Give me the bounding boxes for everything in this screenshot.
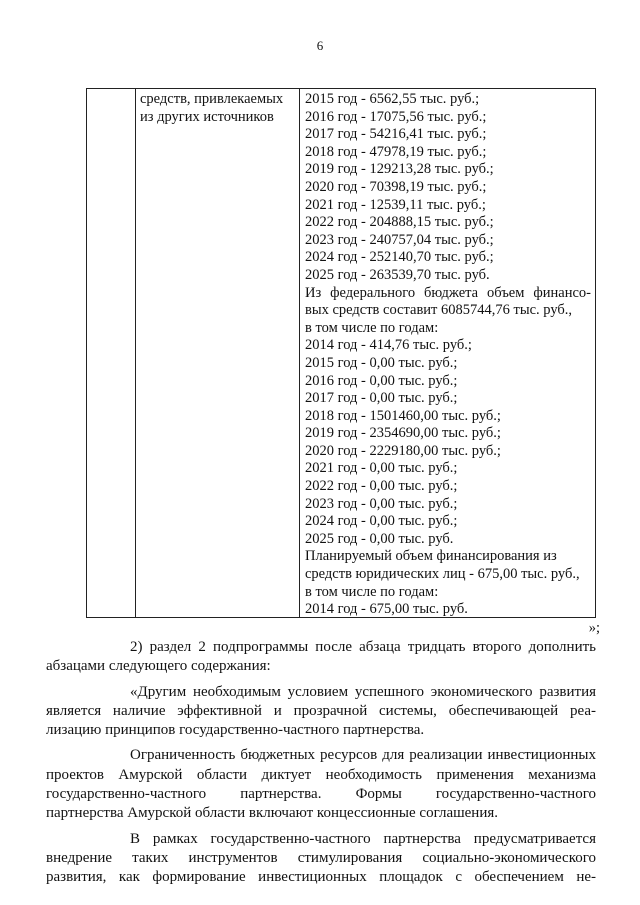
value-line: 2019 год - 2354690,00 тыс. руб.; xyxy=(305,425,501,442)
value-line: 2018 год - 47978,19 тыс. руб.; xyxy=(305,143,487,160)
value-line: 2017 год - 54216,41 тыс. руб.; xyxy=(305,126,487,143)
value-line: 2023 год - 0,00 тыс. руб.; xyxy=(305,495,458,512)
value-line: вых средств составит 6085744,76 тыс. руб., xyxy=(305,302,573,319)
body-text xyxy=(46,638,596,894)
value-line: Из федерального бюджета объем финансо- xyxy=(305,284,591,301)
paragraph xyxy=(46,746,596,823)
table-empty-column xyxy=(87,89,136,617)
paragraph-line: развития, как формирование инвестиционных площадок с обеспечением не- xyxy=(46,869,596,886)
paragraph-line: лизацию принципов государственно-частного партнерства. xyxy=(46,722,425,739)
value-line: 2016 год - 0,00 тыс. руб.; xyxy=(305,372,458,389)
value-line: 2024 год - 252140,70 тыс. руб.; xyxy=(305,249,494,266)
value-line: в том числе по годам: xyxy=(305,319,439,336)
value-line: 2014 год - 675,00 тыс. руб. xyxy=(305,601,468,618)
value-line: 2020 год - 70398,19 тыс. руб.; xyxy=(305,178,487,195)
paragraph xyxy=(46,830,596,888)
paragraph xyxy=(46,683,596,741)
financing-table xyxy=(86,88,596,618)
value-line: 2022 год - 0,00 тыс. руб.; xyxy=(305,478,458,495)
value-line: 2017 год - 0,00 тыс. руб.; xyxy=(305,390,458,407)
row-label-line: из других источников xyxy=(140,108,274,125)
row-label-line: средств, привлекаемых xyxy=(140,91,284,107)
table-row-label xyxy=(136,89,300,617)
paragraph-line: партнерства Амурской области включают концессионные соглашения. xyxy=(46,805,499,822)
value-line: средств юридических лиц - 675,00 тыс. руб., xyxy=(305,566,580,583)
value-line: 2021 год - 0,00 тыс. руб.; xyxy=(305,460,458,477)
paragraph-line: В рамках государственно-частного партнерства предусматривается xyxy=(130,830,596,847)
value-line: в том числе по годам: xyxy=(305,583,439,600)
value-line: 2019 год - 129213,28 тыс. руб.; xyxy=(305,161,494,178)
paragraph-line: «Другим необходимым условием успешного экономического развития xyxy=(130,683,596,700)
value-line: Планируемый объем финансирования из xyxy=(305,548,557,565)
paragraph xyxy=(46,638,596,677)
value-line: 2025 год - 0,00 тыс. руб. xyxy=(305,530,454,547)
value-line: 2014 год - 414,76 тыс. руб.; xyxy=(305,337,472,354)
paragraph-line: Ограниченность бюджетных ресурсов для реализации инвестиционных xyxy=(130,747,596,764)
paragraph-line: абзацами следующего содержания: xyxy=(46,658,271,675)
value-line: 2024 год - 0,00 тыс. руб.; xyxy=(305,513,458,530)
value-line: 2015 год - 6562,55 тыс. руб.; xyxy=(305,91,480,107)
paragraph-line: 2) раздел 2 подпрограммы после абзаца тридцать второго дополнить xyxy=(130,639,596,655)
value-line: 2020 год - 2229180,00 тыс. руб.; xyxy=(305,442,501,459)
value-line: 2015 год - 0,00 тыс. руб.; xyxy=(305,354,458,371)
paragraph-line: проектов Амурской области диктует необходимость применения механизма xyxy=(46,766,596,783)
closing-quote: »; xyxy=(588,620,600,636)
paragraph-line: является наличие эффективной и прозрачной системы, обеспечивающей реа- xyxy=(46,702,596,719)
value-line: 2025 год - 263539,70 тыс. руб. xyxy=(305,266,490,283)
value-line: 2023 год - 240757,04 тыс. руб.; xyxy=(305,231,494,248)
value-line: 2016 год - 17075,56 тыс. руб.; xyxy=(305,108,487,125)
table-values-cell xyxy=(300,89,595,617)
paragraph-line: внедрение таких инструментов стимулирования социально-экономического xyxy=(46,849,596,866)
value-line: 2022 год - 204888,15 тыс. руб.; xyxy=(305,214,494,231)
value-line: 2018 год - 1501460,00 тыс. руб.; xyxy=(305,407,501,424)
page-number: 6 xyxy=(316,38,324,53)
paragraph-line: государственно-частного партнерства. Формы государственно-частного xyxy=(46,786,596,803)
value-line: 2021 год - 12539,11 тыс. руб.; xyxy=(305,196,486,213)
